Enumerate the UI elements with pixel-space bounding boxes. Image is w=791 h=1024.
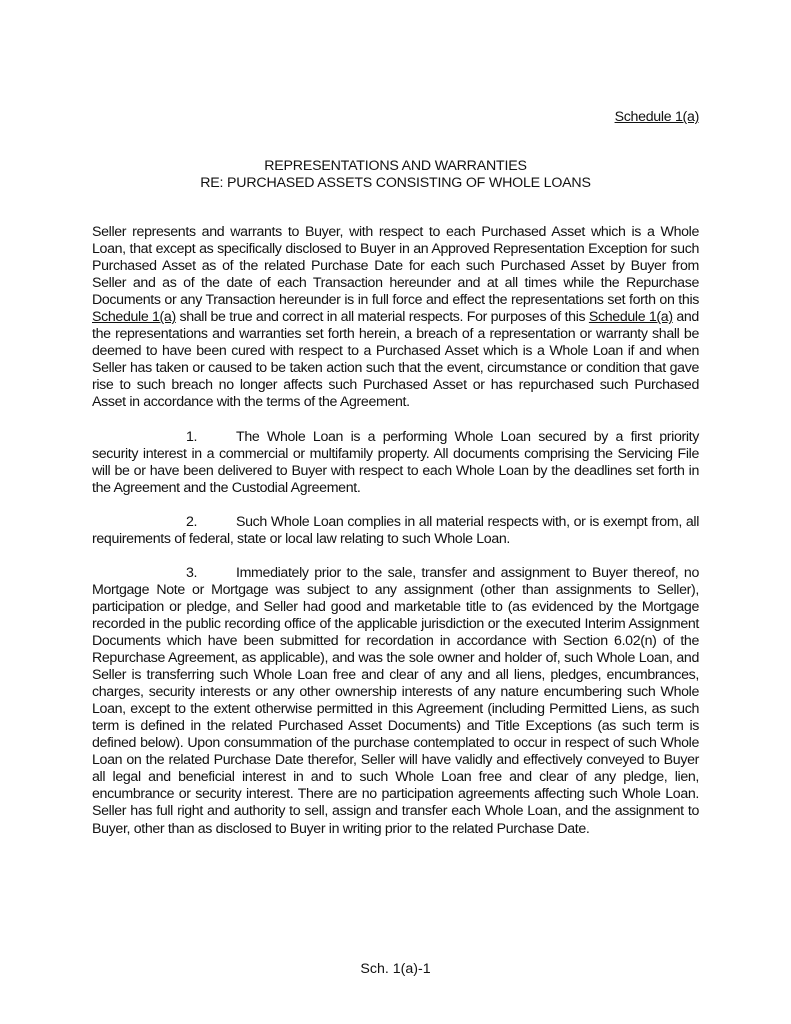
numbered-item-2	[92, 514, 699, 548]
title-line-1: REPRESENTATIONS AND WARRANTIES	[264, 158, 527, 174]
intro-text-3: and the representations and warranties set forth herein, a breach of a representation or warranty shall be deemed to have been cured with respect to a Purchased Asset which is a Whole Loan if and when Seller has taken or caused to be taken action such that the event, circumstance or condition that gave rise to such breach no longer affects such Purchased Asset or has repurchased such Purchased Asset in accordance with the terms of the Agreement.	[92, 309, 699, 411]
intro-text-2: shall be true and correct in all material respects. For purposes of this	[175, 309, 589, 326]
schedule-reference-2: Schedule 1(a)	[588, 309, 673, 326]
intro-text-1: Seller represents and warrants to Buyer, with respect to each Purchased Asset which is a Whole Loan, that except as specifically disclosed to Buyer in an Approved Representation Exception for such Purchased Asset as of the related Purchase Date for each such Purchased Asset by Buyer from Seller and as of the date of each Transaction hereunder and at all times while the Repurchase Documents or any Transaction hereunder is in full force and effect the representations set forth on this	[92, 224, 699, 309]
item-number: 2.	[186, 513, 198, 530]
schedule-reference-1: Schedule 1(a)	[92, 309, 176, 326]
page-footer: Sch. 1(a)-1	[360, 961, 431, 977]
document-body	[92, 224, 699, 855]
numbered-item-3	[92, 565, 699, 838]
item-number: 3.	[186, 564, 198, 581]
item-text: The Whole Loan is a performing Whole Loan secured by a first priority security interest in a commercial or multifamily property. All documents comprising the Servicing File will be or have been delivered to Buyer with respect to each Whole Loan by the deadlines set forth in the Agreement and the Custodial Agreement.	[92, 428, 699, 496]
item-number: 1.	[186, 428, 198, 445]
item-text: Immediately prior to the sale, transfer and assignment to Buyer thereof, no Mortgage Note or Mortgage was subject to any assignment (other than assignments to Seller), participation or pledge, and Seller had good and marketable title to (as evidenced by the Mortgage recorded in the public recording office of the applicable jurisdiction or the executed Interim Assignment Documents which have been submitted for recordation in accordance with Section 6.02(n) of the Repurchase Agreement, as applicable), and was the sole owner and holder of, such Whole Loan, and Seller is transferring such Whole Loan free and clear of any and all liens, pledges, encumbrances, charges, security interests or any other ownership interests of any nature encumbering such Whole Loan, except to the extent otherwise permitted in this Agreement (including Permitted Liens, as such term is defined in the related Purchased Asset Documents) and Title Exceptions (as such term is defined below). Upon consummation of the purchase contemplated to occur in respect of such Whole Loan on the related Purchase Date therefor, Seller will have validly and effectively conveyed to Buyer all legal and beneficial interest in and to such Whole Loan free and clear of any pledge, lien, encumbrance or security interest. There are no participation agreements affecting such Whole Loan. Seller has full right and authority to sell, assign and transfer each Whole Loan, and the assignment to Buyer, other than as disclosed to Buyer in writing prior to the related Purchase Date.	[92, 564, 699, 837]
schedule-label: Schedule 1(a)	[614, 109, 699, 125]
numbered-item-1	[92, 429, 699, 497]
intro-paragraph	[92, 224, 699, 412]
title-line-2: RE: PURCHASED ASSETS CONSISTING OF WHOLE LOANS	[200, 175, 591, 191]
document-title	[92, 158, 699, 192]
item-text: Such Whole Loan complies in all material respects with, or is exempt from, all requirements of federal, state or local law relating to such Whole Loan.	[92, 513, 699, 547]
